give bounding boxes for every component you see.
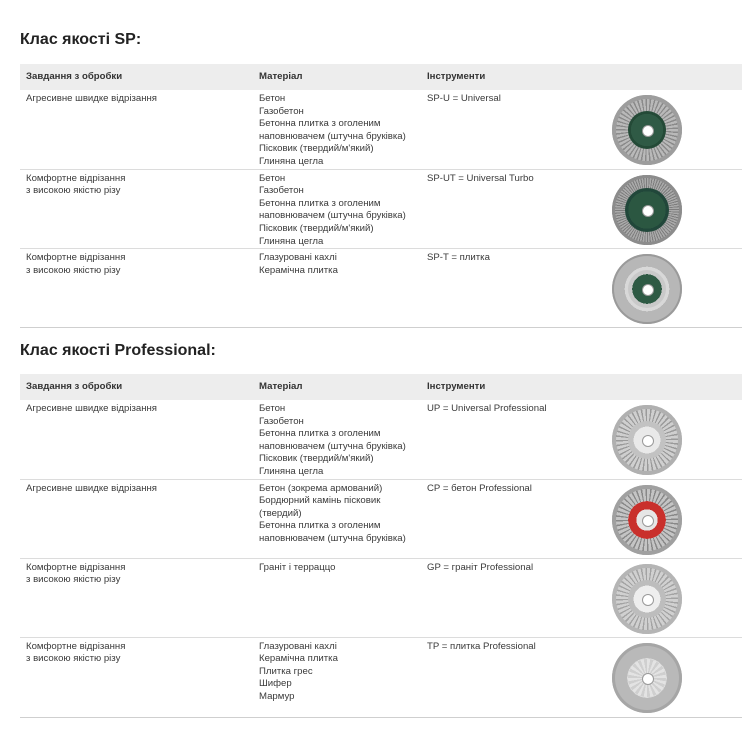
- task-line: Комфортне відрізання: [26, 640, 126, 652]
- material-line: Граніт і терраццо: [259, 561, 336, 573]
- material-line: (твердий): [259, 507, 302, 519]
- table-row: [20, 169, 742, 249]
- tool-cell: SP-UT = Universal Turbo: [421, 169, 611, 249]
- sp-t-disc-icon: [612, 254, 682, 324]
- material-line: Бордюрний камінь пісковик: [259, 495, 381, 507]
- task-cell: [20, 90, 253, 169]
- tool-cell: CP = бетон Professional: [421, 479, 611, 558]
- table-header-row: [20, 374, 742, 400]
- tp-disc-icon: [612, 643, 682, 713]
- task-line: Агресивне швидке відрізання: [26, 403, 157, 414]
- material-line: Глиняна цегла: [259, 155, 324, 167]
- material-cell: [253, 558, 421, 637]
- material-line: Глазуровані кахлі: [259, 640, 337, 652]
- sp-ut-disc-icon: [612, 175, 682, 245]
- table-row: [20, 90, 742, 169]
- sp-quality-table: [20, 64, 742, 328]
- task-line: Агресивне швидке відрізання: [26, 482, 157, 494]
- tool-cell: TP = плитка Professional: [421, 637, 611, 717]
- image-cell: [611, 169, 742, 249]
- table-row: [20, 400, 742, 479]
- image-cell: [611, 90, 742, 169]
- image-cell: [611, 400, 742, 479]
- material-line: Газобетон: [259, 415, 304, 427]
- material-line: Глиняна цегла: [259, 465, 324, 477]
- pro-section-title: Клас якості Professional:: [20, 342, 216, 359]
- header-material: Матеріал: [253, 64, 421, 90]
- material-line: Бетонна плитка з оголеним: [259, 520, 381, 532]
- material-line: Мармур: [259, 690, 295, 702]
- task-line: з високою якістю різу: [26, 264, 121, 276]
- tool-cell: GP = граніт Professional: [421, 558, 611, 637]
- material-line: Глазуровані кахлі: [259, 252, 337, 264]
- material-line: Пісковик (твердий/м'який): [259, 143, 374, 155]
- task-line: Комфортне відрізання: [26, 561, 126, 573]
- material-cell: [253, 637, 421, 717]
- header-tools: Інструменти: [421, 64, 611, 90]
- material-line: Шифер: [259, 678, 292, 690]
- gp-disc-icon: [612, 564, 682, 634]
- material-cell: [253, 169, 421, 249]
- cp-disc-icon: [612, 485, 682, 555]
- table-row: [20, 249, 742, 328]
- task-line: з високою якістю різу: [26, 185, 121, 197]
- header-task: Завдання з обробки: [20, 374, 253, 400]
- image-cell: [611, 637, 742, 717]
- material-line: Бетонна плитка з оголеним: [259, 118, 381, 130]
- table-row: [20, 637, 742, 717]
- header-task: Завдання з обробки: [20, 64, 253, 90]
- task-line: з високою якістю різу: [26, 574, 121, 586]
- material-cell: [253, 249, 421, 328]
- tool-cell: UP = Universal Professional: [421, 400, 611, 479]
- table-header-row: [20, 64, 742, 90]
- material-line: Газобетон: [259, 105, 304, 117]
- task-cell: [20, 479, 253, 558]
- material-cell: [253, 400, 421, 479]
- task-cell: [20, 169, 253, 249]
- task-line: Агресивне швидке відрізання: [26, 93, 157, 104]
- task-cell: [20, 400, 253, 479]
- material-line: Бетон: [259, 93, 286, 104]
- material-line: Керамічна плитка: [259, 653, 338, 665]
- material-line: Пісковик (твердий/м'який): [259, 453, 374, 465]
- header-image: [611, 374, 742, 400]
- material-line: Керамічна плитка: [259, 264, 338, 276]
- material-line: Плитка грес: [259, 665, 313, 677]
- task-line: з високою якістю різу: [26, 653, 121, 665]
- image-cell: [611, 479, 742, 558]
- material-line: наповнювачем (штучна бруківка): [259, 210, 406, 222]
- header-tools: Інструменти: [421, 374, 611, 400]
- material-line: наповнювачем (штучна бруківка): [259, 440, 406, 452]
- material-line: Бетонна плитка з оголеним: [259, 197, 381, 209]
- sp-u-disc-icon: [612, 95, 682, 165]
- up-disc-icon: [612, 405, 682, 475]
- material-line: Бетон: [259, 403, 286, 414]
- table-row: [20, 558, 742, 637]
- sp-section-title: Клас якості SP:: [20, 31, 142, 48]
- task-cell: [20, 249, 253, 328]
- pro-quality-table: [20, 374, 742, 718]
- tool-cell: SP-T = плитка: [421, 249, 611, 328]
- material-line: Бетон: [259, 172, 286, 184]
- image-cell: [611, 249, 742, 328]
- material-line: Глиняна цегла: [259, 235, 324, 247]
- header-image: [611, 64, 742, 90]
- task-line: Комфортне відрізання: [26, 252, 126, 264]
- material-line: Пісковик (твердий/м'який): [259, 222, 374, 234]
- material-line: Газобетон: [259, 185, 304, 197]
- material-cell: [253, 90, 421, 169]
- table-row: [20, 479, 742, 558]
- tool-cell: SP-U = Universal: [421, 90, 611, 169]
- image-cell: [611, 558, 742, 637]
- material-line: наповнювачем (штучна бруківка): [259, 130, 406, 142]
- material-line: Бетон (зокрема армований): [259, 482, 383, 494]
- task-line: Комфортне відрізання: [26, 172, 126, 184]
- material-cell: [253, 479, 421, 558]
- task-cell: [20, 558, 253, 637]
- task-cell: [20, 637, 253, 717]
- header-material: Матеріал: [253, 374, 421, 400]
- material-line: наповнювачем (штучна бруківка): [259, 532, 406, 544]
- material-line: Бетонна плитка з оголеним: [259, 428, 381, 440]
